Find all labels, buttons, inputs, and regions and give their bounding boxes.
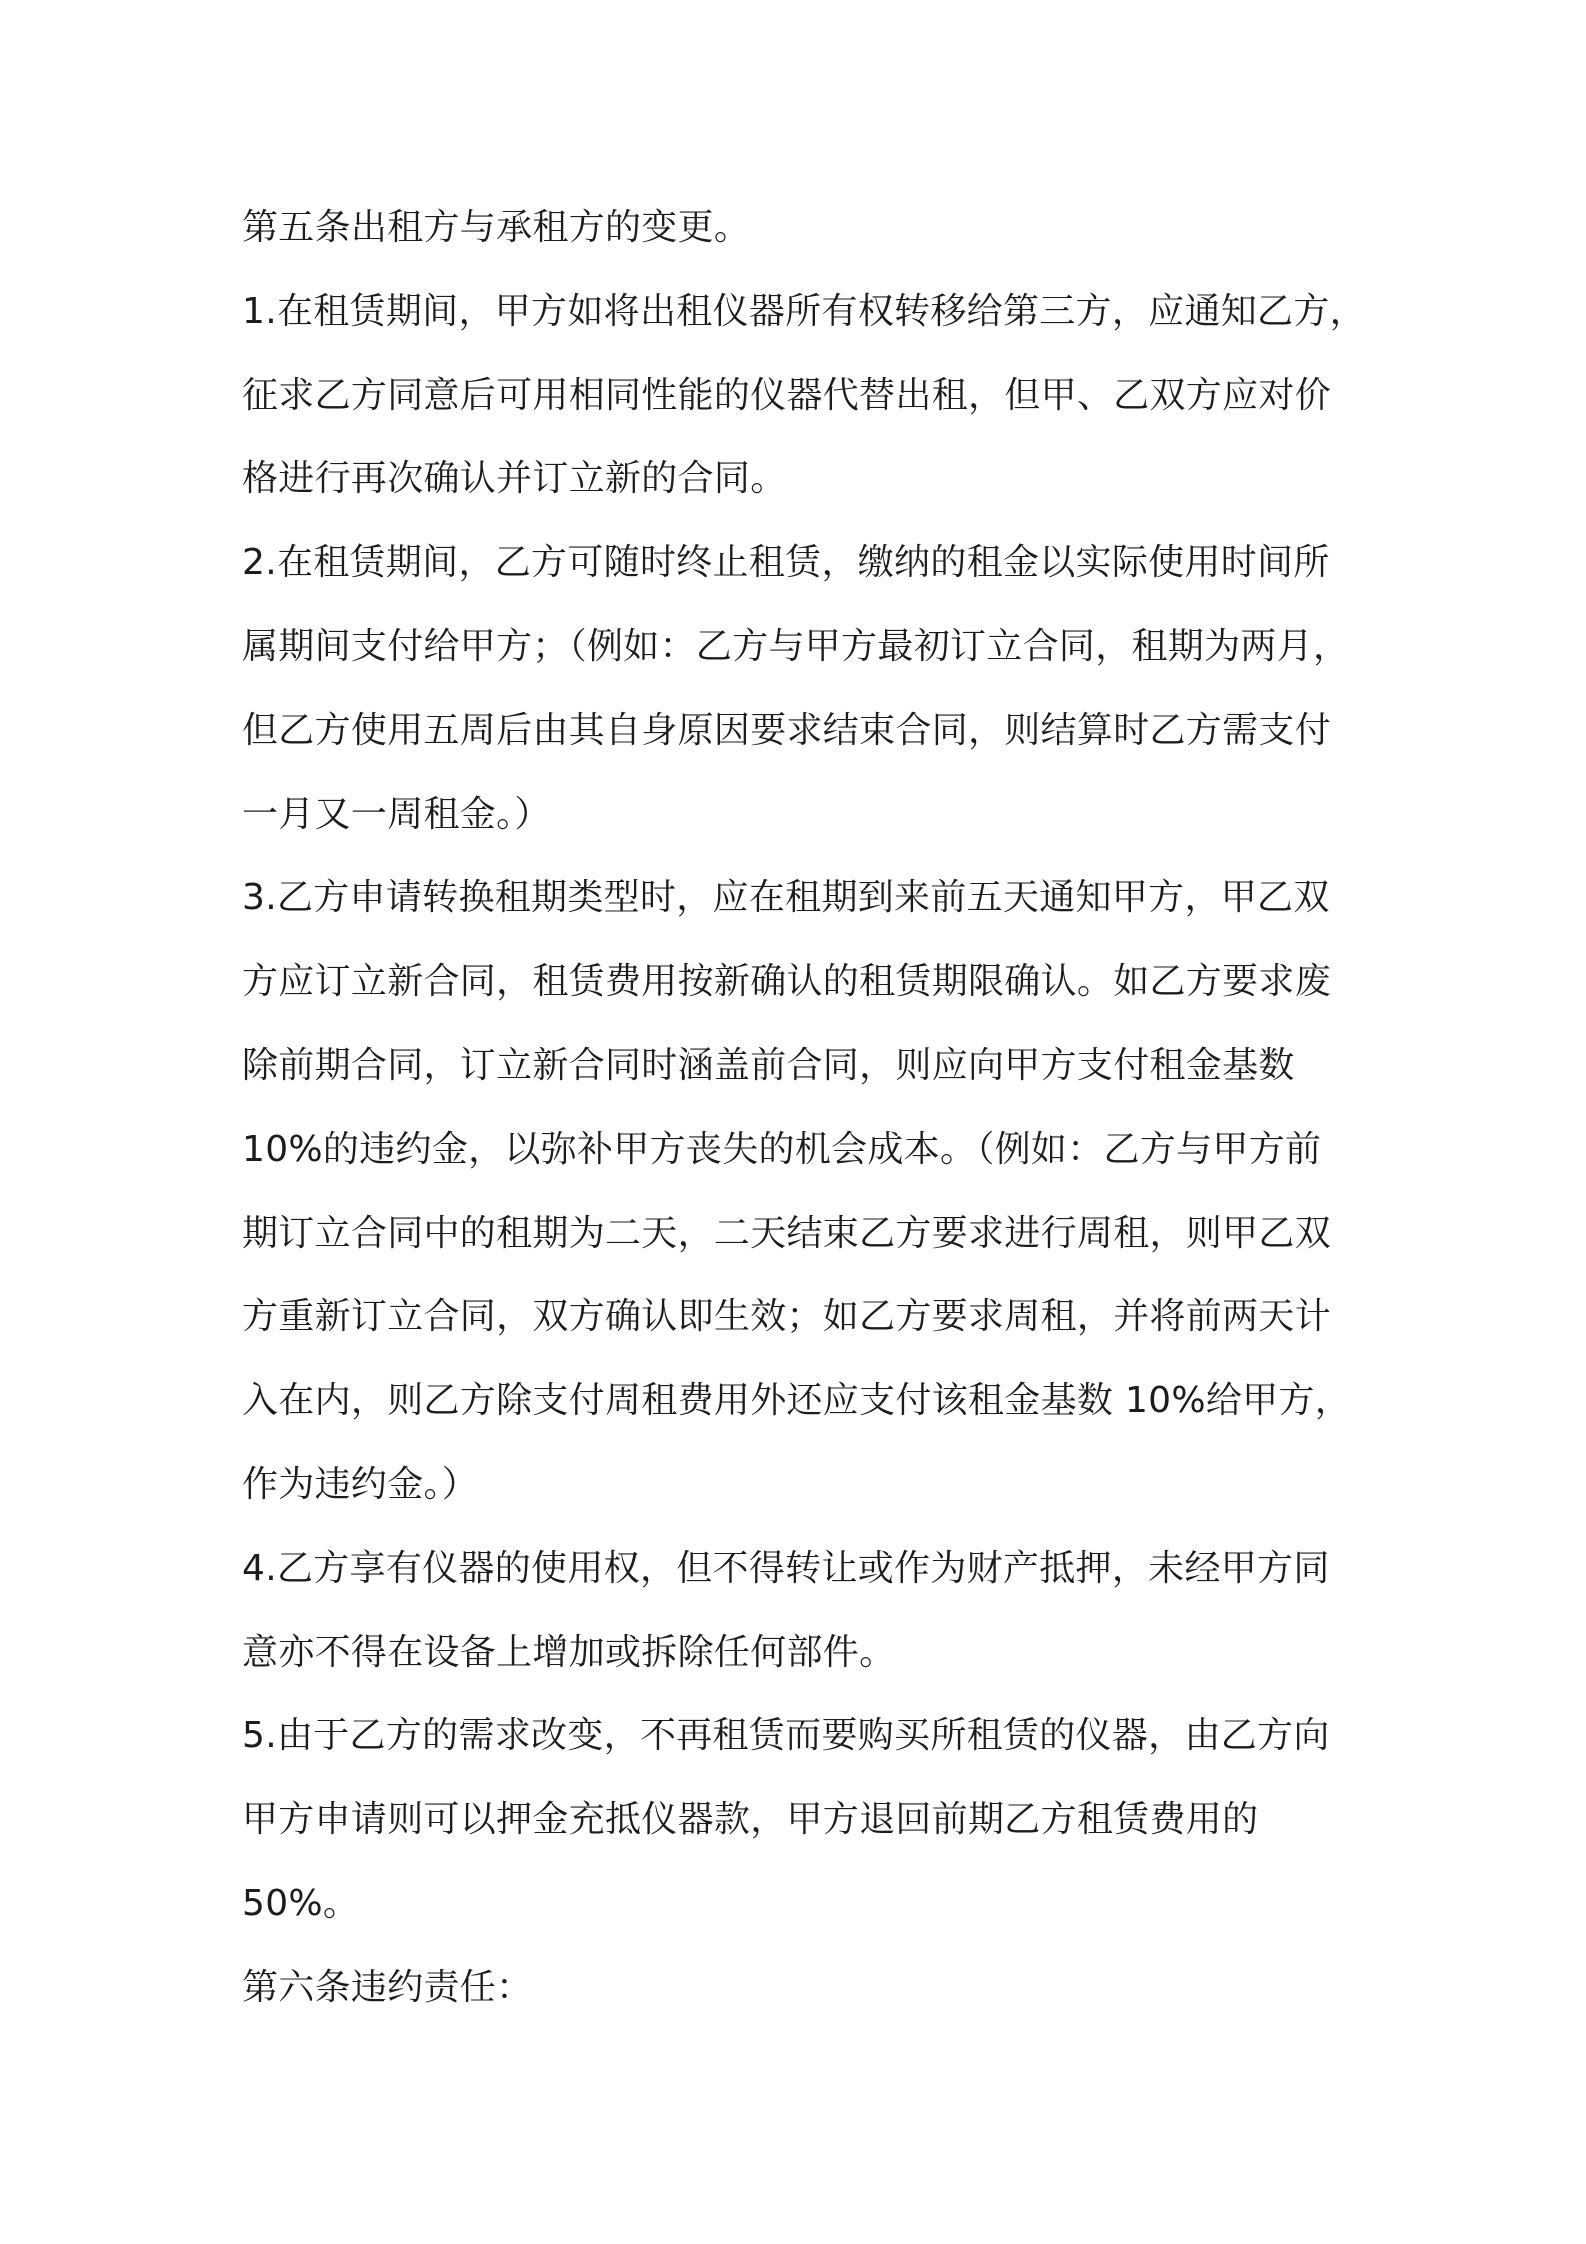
paragraph-line: 一月又一周租金。） <box>242 793 551 835</box>
paragraph-line: 2.在租赁期间，乙方可随时终止租赁，缴纳的租金以实际使用时间所 <box>242 542 1330 584</box>
paragraph-line: 期订立合同中的租期为二天，二天结束乙方要求进行周租，则甲乙双 <box>242 1212 1332 1254</box>
paragraph-line: 入在内，则乙方除支付周租费用外还应支付该租金基数 10%给甲方， <box>242 1380 1352 1422</box>
paragraph-line: 甲方申请则可以押金充抵仪器款，甲方退回前期乙方租赁费用的 <box>242 1799 1259 1841</box>
paragraph-line: 意亦不得在设备上增加或拆除任何部件。 <box>242 1631 896 1673</box>
paragraph-line: 10%的违约金，以弥补甲方丧失的机会成本。（例如：乙方与甲方前 <box>242 1128 1322 1170</box>
article-6-heading: 第六条违约责任： <box>242 1966 533 2008</box>
paragraph-line: 但乙方使用五周后由其自身原因要求结束合同，则结算时乙方需支付 <box>242 709 1332 751</box>
paragraph-line: 除前期合同，订立新合同时涵盖前合同，则应向甲方支付租金基数 <box>242 1044 1295 1086</box>
paragraph-line: 属期间支付给甲方；（例如：乙方与甲方最初订立合同，租期为两月， <box>242 625 1350 667</box>
document-body <box>242 198 1372 2042</box>
paragraph-line: 5.由于乙方的需求改变，不再租赁而要购买所租赁的仪器，由乙方向 <box>242 1715 1330 1757</box>
paragraph-line: 征求乙方同意后可用相同性能的仪器代替出租，但甲、乙双方应对价 <box>242 374 1332 416</box>
paragraph-line: 50%。 <box>242 1882 360 1924</box>
paragraph-line: 方重新订立合同，双方确认即生效；如乙方要求周租，并将前两天计 <box>242 1296 1332 1338</box>
paragraph-line: 4.乙方享有仪器的使用权，但不得转让或作为财产抵押，未经甲方同 <box>242 1547 1330 1589</box>
paragraph-line: 作为违约金。） <box>242 1463 479 1505</box>
article-5-heading: 第五条出租方与承租方的变更。 <box>242 207 751 248</box>
paragraph-line: 3.乙方申请转换租期类型时，应在租期到来前五天通知甲方，甲乙双 <box>242 877 1330 919</box>
paragraph-line: 1.在租赁期间，甲方如将出租仪器所有权转移给第三方，应通知乙方， <box>242 290 1366 332</box>
paragraph-line: 方应订立新合同，租赁费用按新确认的租赁期限确认。如乙方要求废 <box>242 961 1332 1003</box>
paragraph-line: 格进行再次确认并订立新的合同。 <box>242 458 787 500</box>
